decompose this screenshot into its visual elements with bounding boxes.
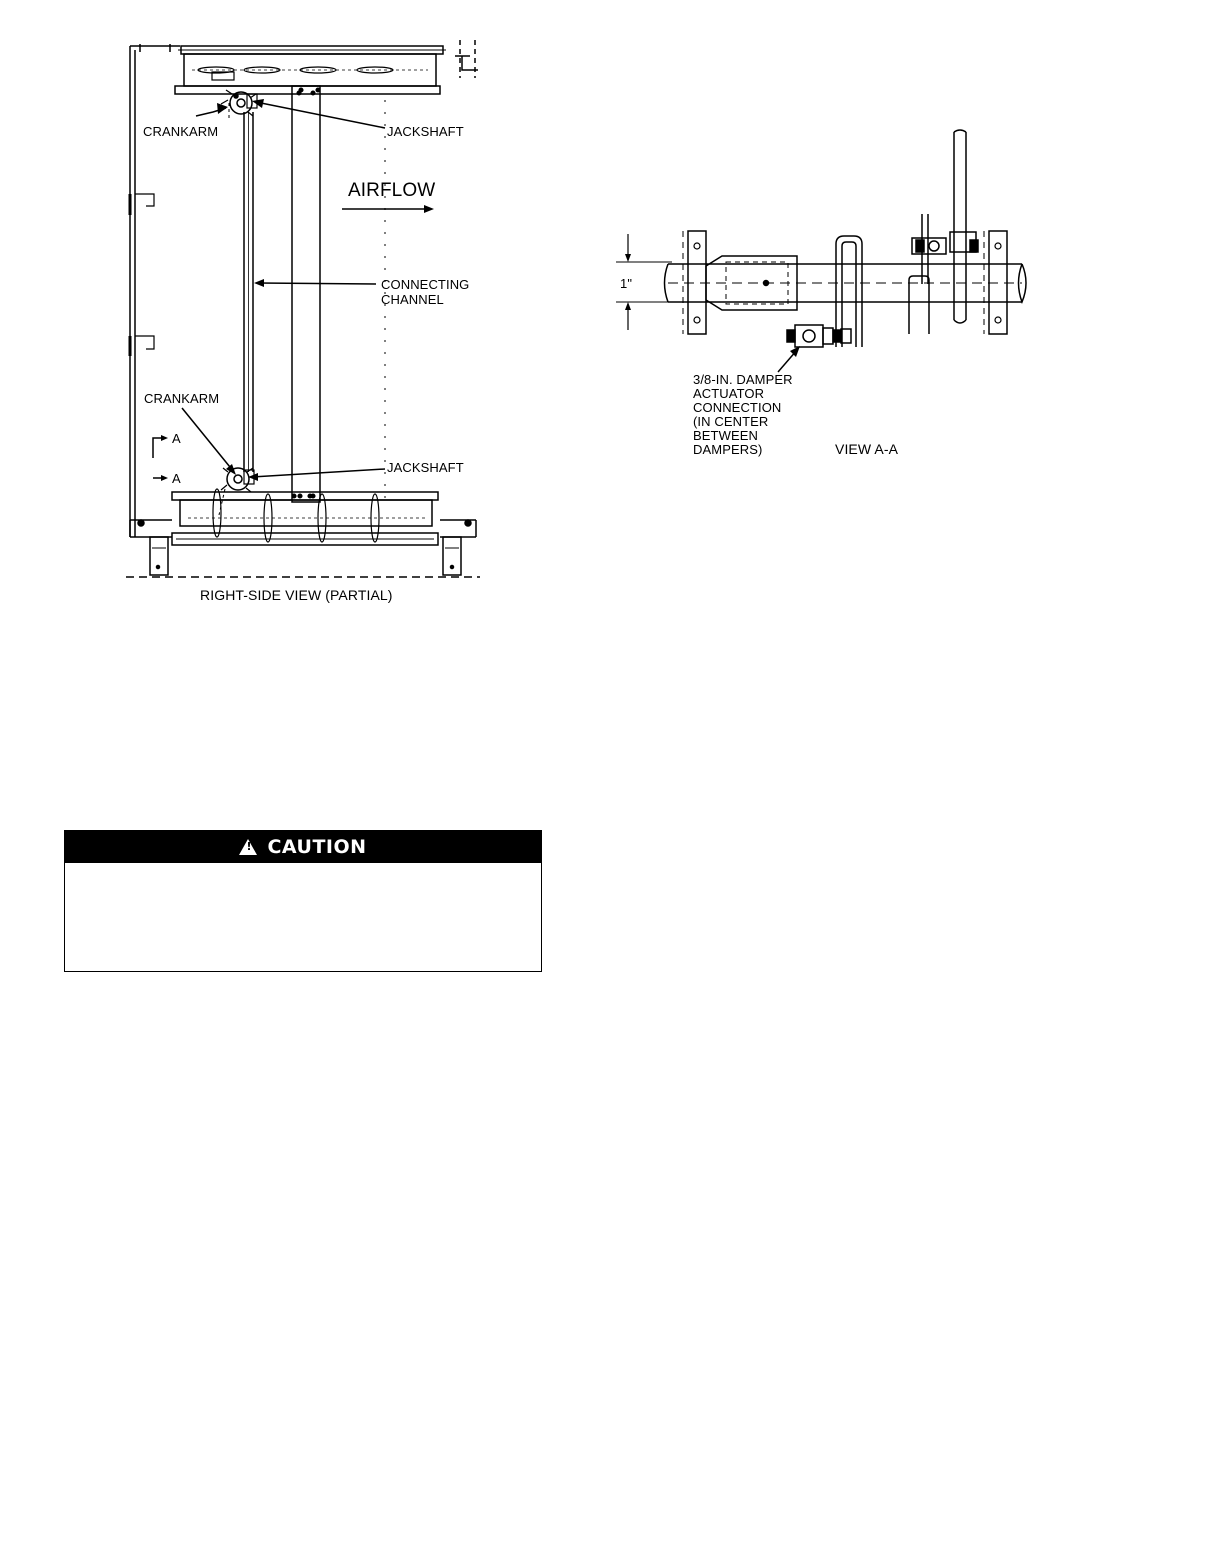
- crankarm-top-label: CRANKARM: [143, 124, 219, 139]
- jackshaft-bottom-label: JACKSHAFT: [387, 460, 464, 475]
- top-damper-assembly: [175, 46, 446, 94]
- jackshaft-top-label: JACKSHAFT: [387, 124, 464, 139]
- airflow-label: AIRFLOW: [348, 180, 436, 201]
- view-aa-caption: VIEW A-A: [835, 441, 899, 457]
- section-a-bottom-label: A: [172, 471, 181, 486]
- actuator-connection-label: 3/8-IN. DAMPER ACTUATOR CONNECTION (IN CENTER BETWEEN DAMPERS): [693, 372, 793, 457]
- warning-triangle-icon: [239, 839, 257, 855]
- connecting-channel-label: CONNECTING CHANNEL: [381, 277, 470, 307]
- caution-title: CAUTION: [267, 836, 367, 858]
- view-aa-drawing: [616, 130, 1026, 372]
- caution-box: [64, 830, 542, 972]
- crankarm-bottom-label: CRANKARM: [144, 391, 220, 406]
- section-a-top-label: A: [172, 431, 181, 446]
- bottom-damper-assembly: [172, 489, 438, 545]
- right-side-view-caption: RIGHT-SIDE VIEW (PARTIAL): [200, 587, 393, 603]
- caution-header: [65, 831, 541, 863]
- unit-cabinet-outline: [126, 40, 480, 577]
- dimension-label: 1": [620, 276, 633, 291]
- connecting-channel-drawing: [244, 86, 320, 502]
